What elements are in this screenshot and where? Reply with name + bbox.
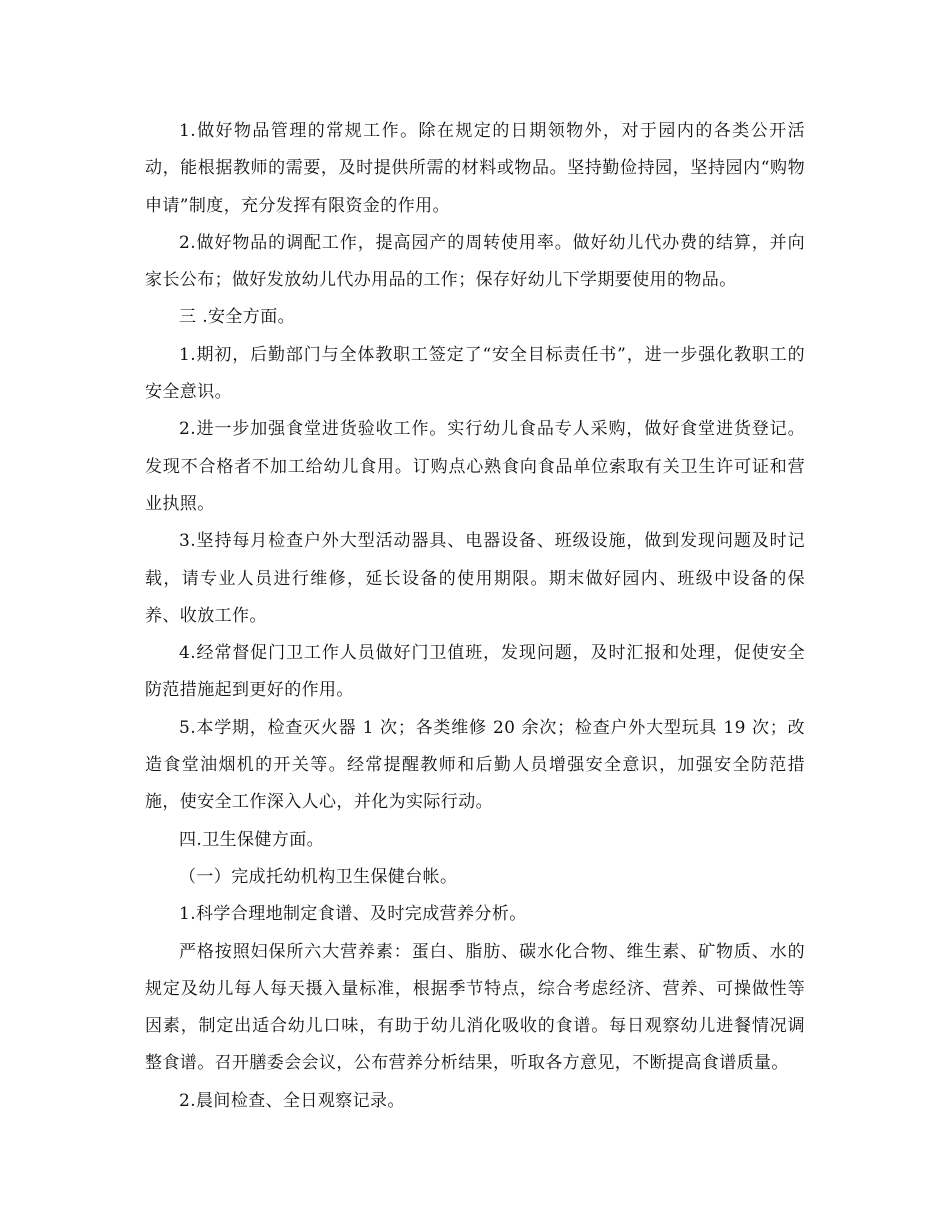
paragraph-item-allocation: 2.做好物品的调配工作，提高园产的周转使用率。做好幼儿代办费的结算，并向家长公布；做好发放幼儿代办用品的工作；保存好幼儿下学期要使用的物品。: [145, 232, 805, 291]
paragraph-morning-check: 2.晨间检查、全日观察记录。: [179, 1090, 405, 1111]
document-body: [145, 113, 805, 1120]
section-heading-safety: 三 .安全方面。: [179, 307, 296, 328]
paragraph-safety-responsibility: 1.期初，后勤部门与全体教职工签定了“安全目标责任书”，进一步强化教职工的安全意识。: [145, 344, 805, 403]
paragraph-equipment-check: 3.坚持每月检查户外大型活动器具、电器设备、班级设施，做到发现问题及时记载，请专业人员进行维修，延长设备的使用期限。期末做好园内、班级中设备的保养、收放工作。: [145, 531, 805, 626]
paragraph-semester-stats: 5.本学期，检查灭火器 1 次；各类维修 20 余次；检查户外大型玩具 19 次；改造食堂油烟机的开关等。经常提醒教师和后勤人员增强安全意识，加强安全防范措施，使安全工作深入人心，并化为实际行动。: [145, 717, 805, 813]
paragraph-item-management: 1.做好物品管理的常规工作。除在规定的日期领物外，对于园内的各类公开活动，能根据教师的需要，及时提供所需的材料或物品。坚持勤俭持园，坚持园内“购物申请”制度，充分发挥有限资金的作用。: [145, 121, 805, 216]
section-heading-health: 四.卫生保健方面。: [179, 829, 325, 850]
paragraph-gate-duty: 4.经常督促门卫工作人员做好门卫值班，发现问题，及时汇报和处理，促使安全防范措施起到更好的作用。: [145, 643, 805, 701]
paragraph-nutrition-standards: 严格按照妇保所六大营养素：蛋白、脂肪、碳水化合物、维生素、矿物质、水的规定及幼儿每人每天摄入量标准，根据季节特点，综合考虑经济、营养、可操做性等因素，制定出适合幼儿口味，有助于幼儿消化吸收的食谱。每日观察幼儿进餐情况调整食谱。召开膳委会会议，公布营养分析结果，听取各方意见，不断提高食谱质量。: [145, 941, 805, 1074]
subsection-heading-health-ledger: （一）完成托幼机构卫生保健台帐。: [179, 866, 458, 887]
paragraph-canteen-inspection: 2.进一步加强食堂进货验收工作。实行幼儿食品专人采购，做好食堂进货登记。发现不合格者不加工给幼儿食用。订购点心熟食向食品单位索取有关卫生许可证和营业执照。: [145, 419, 805, 514]
paragraph-menu-planning: 1.科学合理地制定食谱、及时完成营养分析。: [179, 904, 527, 925]
